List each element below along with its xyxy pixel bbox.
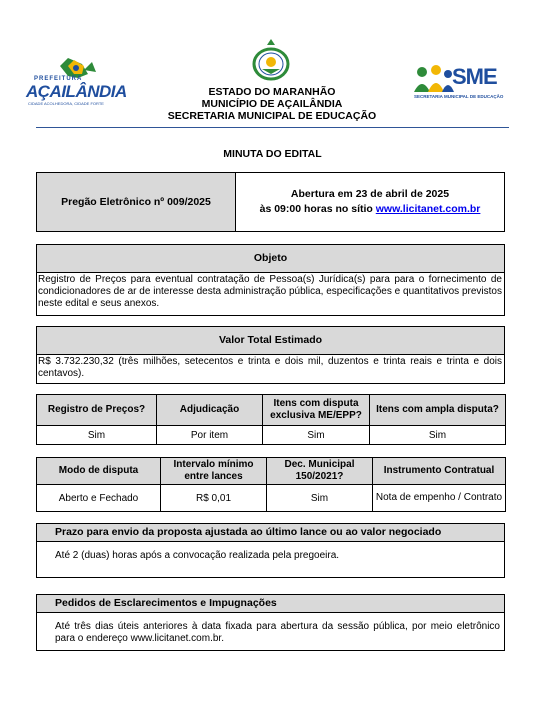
document-header <box>0 0 545 130</box>
table-header-cell: Itens com disputa exclusiva ME/EPP? <box>263 395 370 426</box>
sme-tagline: SECRETARIA MUNICIPAL DE EDUCAÇÃO <box>414 94 504 99</box>
esclarecimentos-section <box>36 594 505 651</box>
header-text <box>130 86 414 122</box>
header-divider <box>36 127 509 128</box>
sme-logo <box>412 62 508 102</box>
table-header-cell: Intervalo mínimo entre lances <box>161 458 267 485</box>
table-header-row <box>37 458 506 485</box>
city-name: AÇAILÂNDIA <box>26 82 127 101</box>
table-header-cell: Itens com ampla disputa? <box>370 395 506 426</box>
table-cell: R$ 0,01 <box>161 485 267 512</box>
objeto-section <box>36 244 505 316</box>
prazo-heading: Prazo para envio da proposta ajustada ao último lance ou ao valor negociado <box>37 524 504 542</box>
objeto-heading: Objeto <box>37 245 504 273</box>
abertura-date: Abertura em 23 de abril de 2025 <box>290 188 450 200</box>
valor-section <box>36 326 505 384</box>
table-header-cell: Adjudicação <box>157 395 263 426</box>
esclarecimentos-text: Até três dias úteis anteriores à data fixada para abertura da sessão pública, por meio eletrônico para o endereço www.licitanet.com.br. <box>55 621 500 644</box>
secretariat-line: SECRETARIA MUNICIPAL DE EDUCAÇÃO <box>167 110 377 122</box>
sme-people-icon <box>412 64 456 94</box>
valor-text: R$ 3.732.230,32 (três milhões, setecentos e trinta e dois mil, duzentos e trinta reais e trinta e dois centavos). <box>38 356 502 379</box>
table-cell: Aberto e Fechado <box>37 485 161 512</box>
municipal-crest <box>248 37 294 83</box>
valor-heading: Valor Total Estimado <box>37 327 504 355</box>
table-header-row <box>37 395 506 426</box>
licitanet-link[interactable]: www.licitanet.com.br <box>375 203 481 215</box>
municipality-line: MUNICÍPIO DE AÇAILÂNDIA <box>201 98 343 110</box>
city-tagline: CIDADE ACOLHEDORA, CIDADE FORTE <box>28 101 104 106</box>
pregao-number: Pregão Eletrônico nº 009/2025 <box>37 173 236 231</box>
table-cell: Nota de empenho / Contrato <box>373 485 506 512</box>
table-header-cell: Dec. Municipal 150/2021? <box>267 458 373 485</box>
pregao-box <box>36 172 505 232</box>
table-header-cell: Registro de Preços? <box>37 395 157 426</box>
table-cell: Por item <box>157 426 263 445</box>
esclarecimentos-heading: Pedidos de Esclarecimentos e Impugnações <box>37 595 504 613</box>
info-table-1 <box>36 394 506 445</box>
document-title: MINUTA DO EDITAL <box>223 148 322 160</box>
table-cell: Sim <box>37 426 157 445</box>
table-cell: Sim <box>263 426 370 445</box>
abertura-time <box>260 202 481 217</box>
table-cell: Sim <box>267 485 373 512</box>
table-cell: Sim <box>370 426 506 445</box>
prefeitura-label: PREFEITURA <box>34 76 83 82</box>
prazo-text: Até 2 (duas) horas após a convocação realizada pela pregoeira. <box>55 550 340 561</box>
prefeitura-logo <box>24 56 128 108</box>
objeto-text: Registro de Preços para eventual contratação de Pessoa(s) Jurídica(s) para para o fornecimento de condicionadores de ar de interesse desta administração pública, especificações e quantitativos previstos neste edital e seus anexos. <box>38 274 502 309</box>
crest-icon <box>248 37 294 83</box>
table-header-cell: Instrumento Contratual <box>373 458 506 485</box>
state-line: ESTADO DO MARANHÃO <box>208 86 336 98</box>
abertura-info <box>236 173 504 231</box>
table-row <box>37 485 506 512</box>
sme-text: SME <box>452 64 497 89</box>
prazo-section <box>36 523 505 578</box>
table-row <box>37 426 506 445</box>
abertura-time-text: às 09:00 horas no sítio <box>259 203 376 215</box>
table-header-cell: Modo de disputa <box>37 458 161 485</box>
info-table-2 <box>36 457 506 512</box>
